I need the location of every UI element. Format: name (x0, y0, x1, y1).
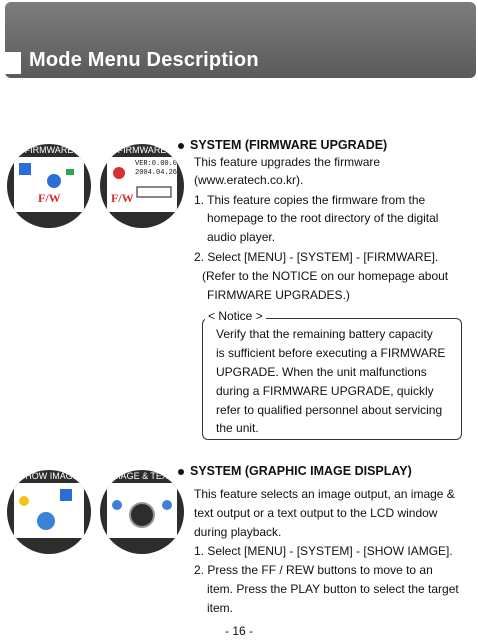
fw-logo: F/W (38, 191, 61, 205)
heading-text: SYSTEM (FIRMWARE UPGRADE) (190, 138, 388, 152)
image-text-screen (100, 470, 184, 554)
body-line: during playback. (194, 525, 282, 539)
body-line: (www.eratech.co.kr). (194, 173, 304, 187)
body-line: 1. This feature copies the firmware from the (194, 193, 426, 207)
notice-label: < Notice > (205, 309, 266, 323)
notice-line: during a FIRMWARE UPGRADE, quickly (216, 384, 434, 398)
body-line: audio player. (207, 230, 276, 244)
lcd-display (14, 483, 84, 538)
image-icon (14, 483, 84, 538)
body-line: This feature selects an image output, an image & (194, 487, 455, 501)
bullet-icon (178, 469, 184, 475)
body-line: homepage to the root directory of the digital (207, 211, 439, 225)
section-heading (178, 464, 412, 478)
heading-text: SYSTEM (GRAPHIC IMAGE DISPLAY) (190, 464, 412, 478)
image-text-icon (107, 483, 177, 538)
header-accent (5, 52, 21, 74)
notice-line: the unit. (216, 421, 259, 435)
notice-line: refer to qualified personnel about servicing (216, 403, 443, 417)
screen-label: FIRMWARE (24, 145, 74, 155)
notice-line: Verify that the remaining battery capacity (216, 327, 433, 341)
body-line: 2. Select [MENU] - [SYSTEM] - [FIRMWARE]. (194, 250, 439, 264)
notice-line: is sufficient before executing a FIRMWARE (216, 346, 446, 360)
version-text: VER:0.00.00 (135, 160, 182, 168)
fw-logo: F/W (111, 191, 134, 205)
lcd-display (14, 157, 84, 212)
header-band (5, 2, 476, 78)
body-line: 1. Select [MENU] - [SYSTEM] - [SHOW IAMGE]. (194, 544, 453, 558)
body-line: text output or a text output to the LCD window (194, 506, 438, 520)
section-heading (178, 138, 387, 152)
page-number: - 16 - (224, 624, 253, 638)
body-line: (Refer to the NOTICE on our homepage about (202, 269, 449, 283)
page-title: Mode Menu Description (29, 49, 259, 71)
date-text: 2004.04.26 (135, 169, 178, 177)
screen-label: IMAGE & TEXT (110, 471, 174, 481)
body-line: item. Press the PLAY button to select the target (207, 582, 459, 596)
firmware-screen-1 (7, 144, 91, 228)
screen-label: SHOW IMAGE (19, 471, 79, 481)
screen-label: FIRMWARE (117, 145, 167, 155)
body-line: item. (207, 601, 234, 615)
notice-label-text: Notice (218, 309, 253, 323)
lcd-display (107, 483, 177, 538)
body-line: This feature upgrades the firmware (194, 155, 381, 169)
body-line: 2. Press the FF / REW buttons to move to an (194, 563, 433, 577)
lcd-display (107, 157, 182, 212)
firmware-screen-2 (100, 144, 184, 228)
bullet-icon (178, 143, 184, 149)
body-line: FIRMWARE UPGRADES.) (207, 288, 350, 302)
notice-line: UPGRADE. When the unit malfunctions (216, 365, 427, 379)
show-image-screen (7, 470, 91, 554)
